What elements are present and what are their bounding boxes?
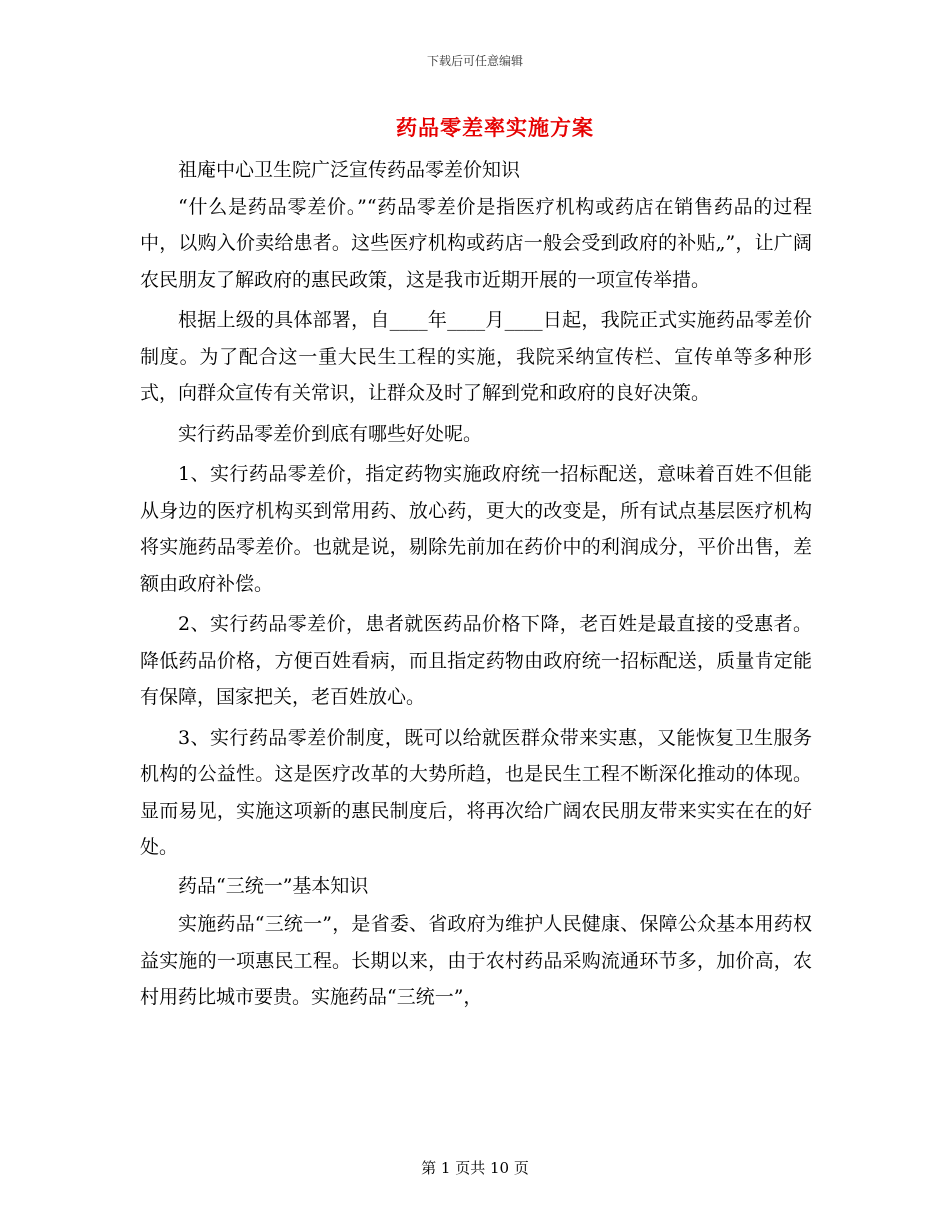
paragraph-benefits-question: 实行药品零差价到底有哪些好处呢。 [178,422,483,445]
paragraph-benefit-3: 3、实行药品零差价制度，既可以给就医群众带来实惠，又能恢复卫生服务机构的公益性。这是医疗改革的大势所趋，也是民生工程不断深化推动的体现。显而易见，实施这项新的惠民制度后，将再次给广阔农民朋友带来实实在在的好处。 [140,726,812,858]
header-note: 下载后可任意编辑 [426,54,523,68]
paragraph-subheading-2: 药品“三统一”基本知识 [178,874,369,897]
paragraph-benefit-1: 1、实行药品零差价，指定药物实施政府统一招标配送，意味着百姓不但能从身边的医疗机构买到常用药、放心药，更大的改变是，所有试点基层医疗机构将实施药品零差价。也就是说，剔除先前加在药价中的利润成分，平价出售，差额由政府补偿。 [140,463,812,595]
paragraph-definition: “什么是药品零差价。”“药品零差价是指医疗机构或药店在销售药品的过程中，以购入价卖给患者。这些医疗机构或药店一般会受到政府的补贴„”，让广阔农民朋友了解政府的惠民政策，这是我市近期开展的一项宣传举措。 [140,195,812,291]
paragraph-benefit-2: 2、实行药品零差价，患者就医药品价格下降，老百姓是最直接的受惠者。降低药品价格，方便百姓看病，而且指定药物由政府统一招标配送，质量肯定能有保障，国家把关，老百姓放心。 [140,613,812,708]
document-title: 药品零差率实施方案 [396,115,594,140]
paragraph-three-unified: 实施药品“三统一”，是省委、省政府为维护人民健康、保障公众基本用药权益实施的一项惠民工程。长期以来，由于农村药品采购流通环节多，加价高，农村用药比城市要贵。实施药品“三统一”， [140,913,812,1008]
document-body [140,152,812,1016]
page-footer: 第 1 页共 10 页 [421,1159,529,1177]
paragraph-subheading-1: 祖庵中心卫生院广泛宣传药品零差价知识 [178,159,521,181]
paragraph-deployment: 根据上级的具体部署，自____年____月____日起，我院正式实施药品零差价制度。为了配合这一重大民生工程的实施，我院采纳宣传栏、宣传单等多种形式，向群众宣传有关常识，让群众及时了解到党和政府的良好决策。 [140,309,812,404]
